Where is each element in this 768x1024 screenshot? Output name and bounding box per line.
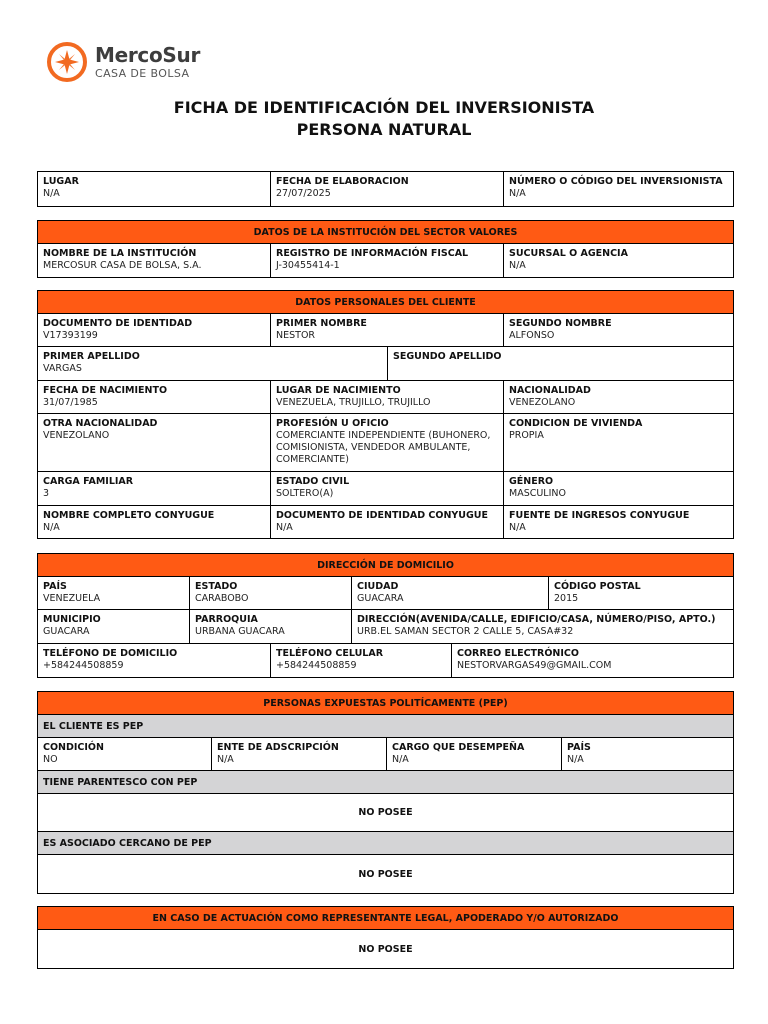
pep-row — [38, 770, 733, 793]
doc-conyugue-cell — [270, 506, 503, 538]
telefono-celular-cell — [270, 644, 451, 677]
institution-name-cell — [38, 244, 270, 277]
personal-row — [38, 505, 733, 538]
telefono-domicilio-cell — [38, 644, 270, 677]
segundo-apellido-cell — [387, 347, 733, 380]
municipio-label: MUNICIPIO — [43, 614, 101, 625]
telefono-domicilio-value: +584244508859 — [43, 660, 124, 671]
direccion-label: DIRECCIÓN(AVENIDA/CALLE, EDIFICIO/CASA, NÚMERO/PISO, APTO.) — [357, 614, 716, 625]
fecha-label: FECHA DE ELABORACION — [276, 176, 409, 187]
documento-cell — [38, 314, 270, 346]
pais-cell — [38, 577, 189, 609]
municipio-value: GUACARA — [43, 626, 90, 637]
conyugue-label: NOMBRE COMPLETO CONYUGUE — [43, 510, 215, 521]
personal-row — [38, 313, 733, 346]
pep-pais-value: N/A — [567, 754, 584, 765]
rif-label: REGISTRO DE INFORMACIÓN FISCAL — [276, 248, 469, 259]
segundo-nombre-value: ALFONSO — [509, 330, 555, 341]
profesion-value: COMERCIANTE INDEPENDIENTE (BUHONERO, — [276, 430, 491, 441]
nacionalidad-label: NACIONALIDAD — [509, 385, 591, 396]
email-value: NESTORVARGAS49@GMAIL.COM — [457, 660, 612, 671]
primer-apellido-cell — [38, 347, 387, 380]
personal-row — [38, 346, 733, 380]
parroquia-label: PARROQUIA — [195, 614, 258, 625]
pep-row — [38, 714, 733, 737]
profesion-cell — [270, 414, 503, 471]
codigo-cell — [503, 172, 733, 206]
condicion-label: CONDICIÓN — [43, 742, 104, 753]
codigo-label: NÚMERO O CÓDIGO DEL INVERSIONISTA — [509, 176, 723, 187]
address-header: DIRECCIÓN DE DOMICILIO — [38, 554, 733, 576]
segundo-nombre-label: SEGUNDO NOMBRE — [509, 318, 612, 329]
profesion-value: COMISIONISTA, VENDEDOR AMBULANTE, — [276, 442, 471, 453]
institution-name-label: NOMBRE DE LA INSTITUCIÓN — [43, 248, 197, 259]
codigo-postal-label: CÓDIGO POSTAL — [554, 581, 641, 592]
telefono-celular-value: +584244508859 — [276, 660, 357, 671]
estado-value: CARABOBO — [195, 593, 249, 604]
address-row — [38, 609, 733, 643]
primer-nombre-label: PRIMER NOMBRE — [276, 318, 367, 329]
estado-civil-label: ESTADO CIVIL — [276, 476, 350, 487]
cargo-value: N/A — [392, 754, 409, 765]
sucursal-label: SUCURSAL O AGENCIA — [509, 248, 628, 259]
carga-familiar-cell — [38, 472, 270, 505]
lugar-cell — [38, 172, 270, 206]
codigo-value: N/A — [509, 188, 526, 199]
institution-row — [38, 243, 733, 277]
estado-cell — [189, 577, 351, 609]
representative-value: NO POSEE — [38, 929, 733, 968]
personal-row — [38, 380, 733, 413]
ente-label: ENTE DE ADSCRIPCIÓN — [217, 742, 339, 753]
otra-nacionalidad-cell — [38, 414, 270, 471]
telefono-domicilio-label: TELÉFONO DE DOMICILIO — [43, 648, 178, 659]
rif-value: J-30455414-1 — [276, 260, 340, 271]
pep-row — [38, 737, 733, 770]
lugar-label: LUGAR — [43, 176, 79, 187]
conyugue-cell — [38, 506, 270, 538]
parentesco-value: NO POSEE — [38, 793, 733, 831]
genero-value: MASCULINO — [509, 488, 566, 499]
estado-civil-cell — [270, 472, 503, 505]
es-pep-label: EL CLIENTE ES PEP — [38, 715, 733, 737]
ente-cell — [211, 738, 386, 770]
otra-nacionalidad-label: OTRA NACIONALIDAD — [43, 418, 158, 429]
lugar-nacimiento-value: VENEZUELA, TRUJILLO, TRUJILLO — [276, 397, 431, 408]
email-cell — [451, 644, 733, 677]
representative-header: EN CASO DE ACTUACIÓN COMO REPRESENTANTE LEGAL, APODERADO Y/O AUTORIZADO — [38, 907, 733, 929]
primer-apellido-value: VARGAS — [43, 363, 82, 374]
vivienda-value: PROPIA — [509, 430, 544, 441]
municipio-cell — [38, 610, 189, 643]
sucursal-cell — [503, 244, 733, 277]
brand-logo — [46, 40, 200, 84]
genero-label: GÉNERO — [509, 476, 554, 487]
general-info-table — [37, 171, 734, 207]
parentesco-label: TIENE PARENTESCO CON PEP — [38, 771, 733, 793]
ingresos-conyugue-value: N/A — [509, 522, 526, 533]
condicion-cell — [38, 738, 211, 770]
estado-civil-value: SOLTERO(A) — [276, 488, 334, 499]
brand-subtitle: CASA DE BOLSA — [95, 67, 190, 80]
pais-label: PAÍS — [43, 581, 67, 592]
ingresos-conyugue-label: FUENTE DE INGRESOS CONYUGUE — [509, 510, 690, 521]
direccion-value: URB.EL SAMAN SECTOR 2 CALLE 5, CASA#32 — [357, 626, 574, 637]
personal-data-table — [37, 290, 734, 539]
brand-name: MercoSur — [95, 43, 201, 67]
ciudad-value: GUACARA — [357, 593, 404, 604]
address-row — [38, 576, 733, 609]
pais-value: VENEZUELA — [43, 593, 101, 604]
compass-star-icon — [46, 41, 88, 83]
institution-table — [37, 220, 734, 278]
codigo-postal-value: 2015 — [554, 593, 579, 604]
segundo-nombre-cell — [503, 314, 733, 346]
fecha-nacimiento-label: FECHA DE NACIMIENTO — [43, 385, 168, 396]
institution-name-value: MERCOSUR CASA DE BOLSA, S.A. — [43, 260, 202, 271]
institution-header: DATOS DE LA INSTITUCIÓN DEL SECTOR VALORES — [38, 221, 733, 243]
address-table — [37, 553, 734, 678]
primer-nombre-value: NESTOR — [276, 330, 316, 341]
lugar-nacimiento-cell — [270, 381, 503, 413]
asociado-label: ES ASOCIADO CERCANO DE PEP — [38, 832, 733, 854]
parroquia-cell — [189, 610, 351, 643]
documento-label: DOCUMENTO DE IDENTIDAD — [43, 318, 193, 329]
doc-conyugue-label: DOCUMENTO DE IDENTIDAD CONYUGUE — [276, 510, 488, 521]
profesion-value: COMERCIANTE) — [276, 454, 349, 465]
parroquia-value: URBANA GUACARA — [195, 626, 285, 637]
segundo-apellido-label: SEGUNDO APELLIDO — [393, 351, 502, 362]
fecha-nacimiento-value: 31/07/1985 — [43, 397, 98, 408]
cargo-label: CARGO QUE DESEMPEÑA — [392, 742, 525, 753]
pep-pais-label: PAÍS — [567, 742, 591, 753]
ciudad-label: CIUDAD — [357, 581, 399, 592]
documento-value: V17393199 — [43, 330, 98, 341]
carga-familiar-label: CARGA FAMILIAR — [43, 476, 134, 487]
pep-row — [38, 831, 733, 854]
personal-data-header: DATOS PERSONALES DEL CLIENTE — [38, 291, 733, 313]
lugar-nacimiento-label: LUGAR DE NACIMIENTO — [276, 385, 401, 396]
ingresos-conyugue-cell — [503, 506, 733, 538]
nacionalidad-value: VENEZOLANO — [509, 397, 576, 408]
lugar-value: N/A — [43, 188, 60, 199]
fecha-value: 27/07/2025 — [276, 188, 331, 199]
carga-familiar-value: 3 — [43, 488, 50, 499]
codigo-postal-cell — [548, 577, 733, 609]
fecha-cell — [270, 172, 503, 206]
ciudad-cell — [351, 577, 548, 609]
fecha-nacimiento-cell — [38, 381, 270, 413]
vivienda-cell — [503, 414, 733, 471]
pep-header: PERSONAS EXPUESTAS POLITÍCAMENTE (PEP) — [38, 692, 733, 714]
profesion-label: PROFESIÓN U OFICIO — [276, 418, 389, 429]
ente-value: N/A — [217, 754, 234, 765]
personal-row — [38, 471, 733, 505]
vivienda-label: CONDICION DE VIVIENDA — [509, 418, 643, 429]
address-row — [38, 643, 733, 677]
pep-table — [37, 691, 734, 894]
primer-apellido-label: PRIMER APELLIDO — [43, 351, 140, 362]
cargo-cell — [386, 738, 561, 770]
general-info-row — [38, 172, 733, 206]
primer-nombre-cell — [270, 314, 503, 346]
doc-conyugue-value: N/A — [276, 522, 293, 533]
representative-table — [37, 906, 734, 969]
document-title: FICHA DE IDENTIFICACIÓN DEL INVERSIONISTA — [173, 98, 595, 117]
conyugue-value: N/A — [43, 522, 60, 533]
genero-cell — [503, 472, 733, 505]
otra-nacionalidad-value: VENEZOLANO — [43, 430, 110, 441]
email-label: CORREO ELECTRÓNICO — [457, 648, 579, 659]
sucursal-value: N/A — [509, 260, 526, 271]
pep-pais-cell — [561, 738, 733, 770]
direccion-cell — [351, 610, 733, 643]
rif-cell — [270, 244, 503, 277]
nacionalidad-cell — [503, 381, 733, 413]
asociado-value: NO POSEE — [38, 854, 733, 893]
condicion-value: NO — [43, 754, 58, 765]
document-subtitle: PERSONA NATURAL — [296, 120, 472, 139]
personal-row — [38, 413, 733, 471]
estado-label: ESTADO — [195, 581, 238, 592]
telefono-celular-label: TELÉFONO CELULAR — [276, 648, 384, 659]
